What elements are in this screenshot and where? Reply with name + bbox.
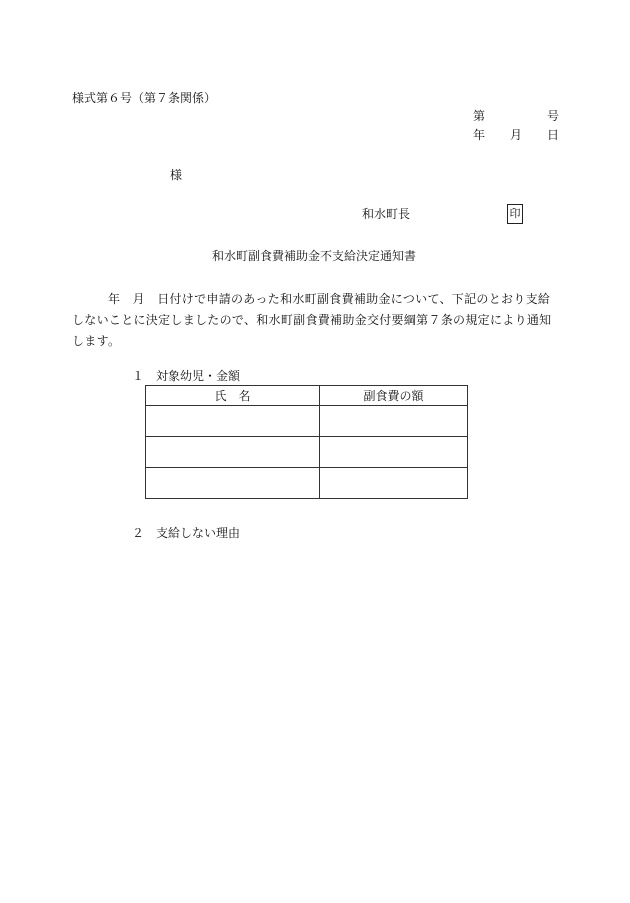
- cell-name: [146, 468, 320, 499]
- table-header-row: [146, 386, 468, 406]
- sender-title: 和水町長: [362, 207, 411, 221]
- cell-amount: [320, 468, 468, 499]
- cell-name: [146, 437, 320, 468]
- cell-amount: [320, 406, 468, 437]
- table-row: [146, 468, 468, 499]
- section-1-label: １ 対象幼児・金額: [132, 369, 241, 383]
- cell-amount: [320, 437, 468, 468]
- document-title: 和水町副食費補助金不支給決定通知書: [212, 249, 417, 263]
- column-header-name: 氏 名: [146, 386, 320, 406]
- date-month-label: 月: [510, 128, 523, 142]
- date-year-label: 年: [473, 128, 486, 142]
- seal-mark: 印: [507, 204, 523, 224]
- document-body: 年 月 日付けで申請のあった和水町副食費補助金について、下記のとおり支給しないことに決定しましたので、和水町副食費補助金交付要綱第７条の規定により通知します。: [72, 292, 552, 348]
- amounts-table: [145, 385, 468, 499]
- table-row: [146, 406, 468, 437]
- cell-name: [146, 406, 320, 437]
- date-day-label: 日: [547, 128, 560, 142]
- column-header-amount: 副食費の額: [320, 386, 468, 406]
- form-label: 様式第６号（第７条関係）: [72, 91, 217, 105]
- section-2-label: ２ 支給しない理由: [132, 526, 241, 540]
- document-number-suffix: 号: [547, 109, 560, 123]
- document-number-prefix: 第: [473, 109, 486, 123]
- table-row: [146, 437, 468, 468]
- addressee-honorific: 様: [170, 168, 183, 182]
